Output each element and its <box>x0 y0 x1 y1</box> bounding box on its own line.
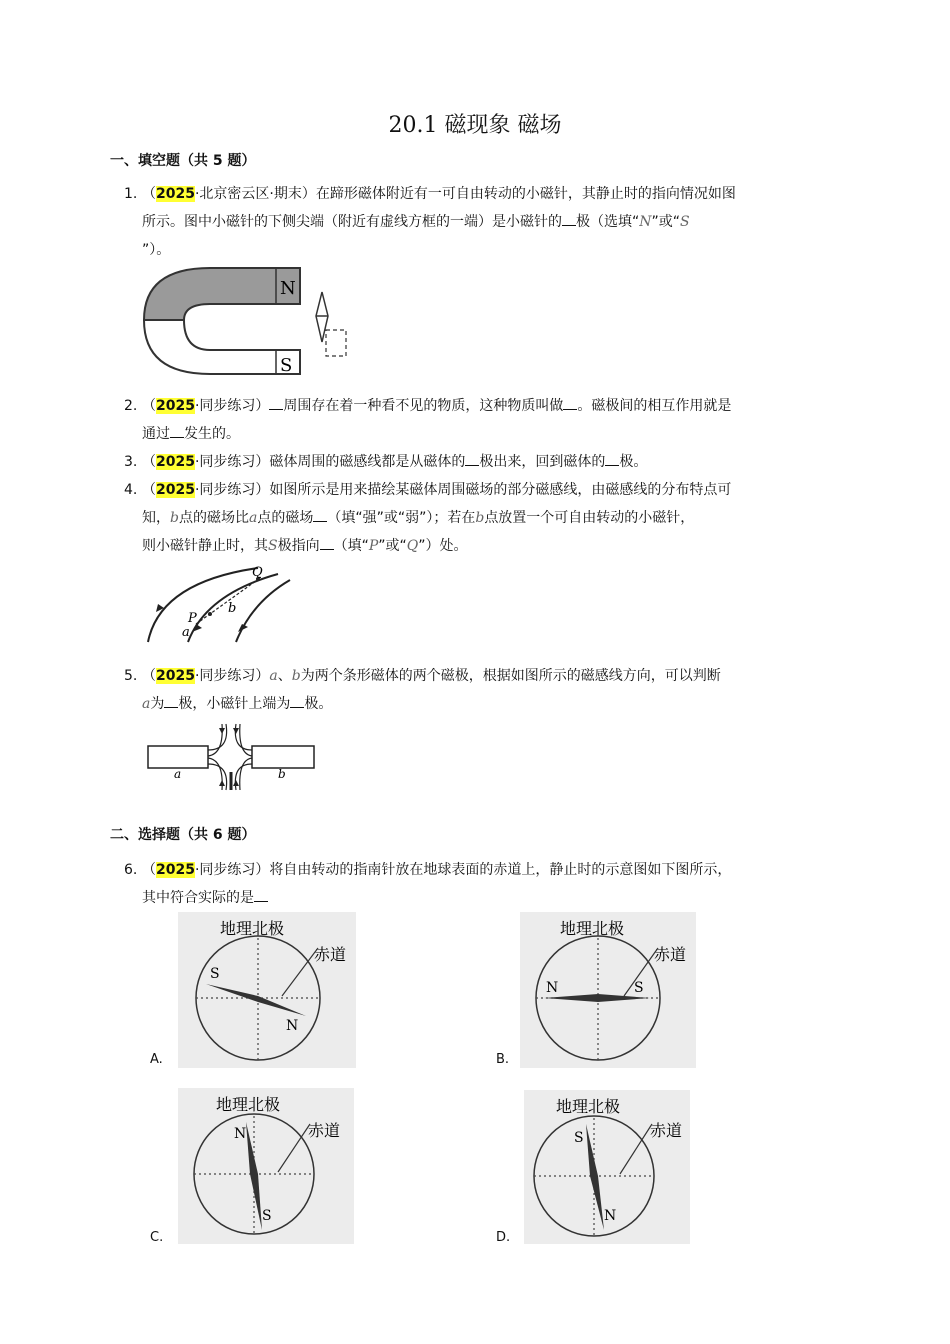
bar-b-label: b <box>278 767 286 781</box>
variable: a <box>142 696 151 712</box>
variable: b <box>291 668 301 684</box>
question-text: 其中符合实际的是 <box>142 890 254 906</box>
option-d-figure[interactable] <box>524 1090 690 1244</box>
pole-n-label: N <box>604 1208 617 1224</box>
geo-north-label: 地理北极 <box>216 1095 281 1114</box>
question-text: （填“ <box>333 538 369 554</box>
question-text: 点的磁场比 <box>178 510 249 526</box>
pole-s-label: S <box>210 966 220 982</box>
equator-label: 赤道 <box>654 945 687 964</box>
pole-s-label: S <box>262 1208 272 1224</box>
field-lines-figure <box>140 564 300 646</box>
option-a-label[interactable]: A. <box>150 1052 163 1067</box>
question-text: 极（选填“ <box>576 214 640 230</box>
point-a-label: a <box>182 625 190 640</box>
option-b-label[interactable]: B. <box>496 1052 510 1067</box>
equator-label: 赤道 <box>314 945 347 964</box>
pole-n-label: N <box>546 980 559 996</box>
question-text: ·同步练习）磁体周围的磁感线都是从磁体的 <box>194 454 466 470</box>
question-text: ·同步练习）如图所示是用来描绘某磁体周围磁场的部分磁感线，由磁感线的分布特点可 <box>194 482 732 498</box>
question-text: 知， <box>142 510 170 526</box>
variable: S <box>268 538 278 554</box>
question-text: ·同步练习）将自由转动的指南针放在地球表面的赤道上，静止时的示意图如下图所示， <box>194 862 732 878</box>
option-a-figure[interactable] <box>178 912 356 1068</box>
section-multiple-choice: 二、选择题（共 6 题） <box>110 827 256 843</box>
option-c-label[interactable]: C. <box>150 1230 164 1245</box>
geo-north-label: 地理北极 <box>220 919 285 938</box>
question-text: 。磁极间的相互作用就是 <box>577 398 732 414</box>
question-number: 5. <box>124 668 138 684</box>
arrow <box>238 624 248 632</box>
year-tag: 2025 <box>156 454 195 470</box>
variable: a <box>248 510 258 526</box>
answer-blank[interactable] <box>170 423 184 438</box>
point-b-label: b <box>228 601 237 616</box>
answer-blank[interactable] <box>254 887 268 902</box>
answer-blank[interactable] <box>562 211 576 226</box>
equator-label: 赤道 <box>308 1121 341 1140</box>
option-b-figure[interactable] <box>520 912 696 1068</box>
question-text: ”或“ <box>378 538 407 554</box>
question-number: 6. <box>124 862 138 878</box>
field-line <box>236 580 290 642</box>
answer-blank[interactable] <box>313 507 327 522</box>
variable: Q <box>406 538 419 554</box>
answer-blank[interactable] <box>563 395 577 410</box>
year-tag: 2025 <box>156 862 195 878</box>
point-q-label: Q <box>252 565 263 580</box>
bar-magnets-figure <box>146 722 316 792</box>
compass-needle <box>246 1122 262 1230</box>
magnet-s-label: S <box>280 355 293 376</box>
year-tag: 2025 <box>156 482 195 498</box>
bar-magnet-a <box>148 746 208 768</box>
question-text: 所示。图中小磁针的下侧尖端（附近有虚线方框的一端）是小磁针的 <box>142 214 562 230</box>
point-p-label: P <box>188 611 197 626</box>
question-text: 则小磁针静止时，其 <box>142 538 268 554</box>
answer-blank[interactable] <box>164 693 178 708</box>
question-4: 4. （2025·同步练习）如图所示是用来描绘某磁体周围磁场的部分磁感线，由磁感线的分布特点可 知，b点的磁场比a点的磁场 （填“强”或“弱”）；若在b点放置一个可自由转动的小磁针， 则小磁针静止时，其S极指向 （填“P”或“Q”）处。 <box>124 476 844 560</box>
question-text: 通过 <box>142 426 170 442</box>
page-title: 20.1 磁现象 磁场 <box>388 113 562 138</box>
pole-n-label: N <box>234 1126 247 1142</box>
option-c-figure[interactable] <box>178 1088 354 1244</box>
question-text: 发生的。 <box>184 426 240 442</box>
option-value: S <box>680 214 690 230</box>
section-fill-blank: 一、填空题（共 5 题） <box>110 153 256 169</box>
question-text: ·北京密云区·期末）在蹄形磁体附近有一可自由转动的小磁针，其静止时的指向情况如图 <box>194 186 736 202</box>
pole-s-label: S <box>574 1130 584 1146</box>
variable: b <box>170 510 179 526</box>
answer-blank[interactable] <box>269 395 283 410</box>
question-text: 极指向 <box>277 538 320 554</box>
bar-a-label: a <box>174 767 182 781</box>
geo-north-label: 地理北极 <box>556 1097 621 1116</box>
question-text: 极。 <box>619 454 648 470</box>
question-text: ·同步练习） <box>194 398 270 414</box>
magnet-n-label: N <box>280 278 296 299</box>
question-text: ”）处。 <box>418 538 468 554</box>
question-text: ”或“ <box>651 214 681 230</box>
year-tag: 2025 <box>156 398 195 414</box>
variable: P <box>368 538 379 554</box>
question-6: 6. （2025·同步练习）将自由转动的指南针放在地球表面的赤道上，静止时的示意图如下图所示， 其中符合实际的是 <box>124 856 844 912</box>
question-5: 5. （2025·同步练习）a、b为两个条形磁体的两个磁极，根据如图所示的磁感线方向，可以判断 a为 极，小磁针上端为 极。 <box>124 662 844 718</box>
question-text: 、 <box>277 668 292 684</box>
question-2: 2. （2025·同步练习） 周围存在着一种看不见的物质，这种物质叫做 。磁极间的相互作用就是 通过 发生的。 <box>124 392 844 448</box>
option-d-label[interactable]: D. <box>496 1230 511 1245</box>
question-1: 1. （2025·北京密云区·期末）在蹄形磁体附近有一可自由转动的小磁针，其静止时的指向情况如图 所示。图中小磁针的下侧尖端（附近有虚线方框的一端）是小磁针的 极（选填“N”或“S ”）。 <box>124 180 844 264</box>
question-text: 周围存在着一种看不见的物质，这种物质叫做 <box>283 398 564 414</box>
horseshoe-magnet-figure <box>140 262 355 382</box>
option-value: N <box>639 214 652 230</box>
question-number: 1. <box>124 186 138 202</box>
pole-s-label: S <box>634 980 644 996</box>
question-text: 为 <box>150 696 165 712</box>
year-tag: 2025 <box>156 186 195 202</box>
question-text: （填“强”或“弱”）；若在 <box>327 510 476 526</box>
question-number: 4. <box>124 482 138 498</box>
bar-magnet-b <box>252 746 314 768</box>
question-text: 为两个条形磁体的两个磁极，根据如图所示的磁感线方向，可以判断 <box>300 668 721 684</box>
pole-n-label: N <box>286 1018 299 1034</box>
question-text: 极。 <box>304 696 333 712</box>
question-text: ”）。 <box>142 242 171 258</box>
question-text: ·同步练习） <box>194 668 270 684</box>
variable: a <box>269 668 278 684</box>
question-number: 2. <box>124 398 138 414</box>
compass-needle <box>206 984 306 1016</box>
dashed-box <box>326 330 346 356</box>
answer-blank[interactable] <box>605 451 619 466</box>
answer-blank[interactable] <box>465 451 479 466</box>
answer-blank[interactable] <box>320 535 334 550</box>
equator-label: 赤道 <box>650 1121 683 1140</box>
variable: b <box>475 510 485 526</box>
question-text: 点放置一个可自由转动的小磁针， <box>484 510 695 526</box>
question-number: 3. <box>124 454 138 470</box>
question-3: 3. （2025·同步练习）磁体周围的磁感线都是从磁体的 极出来，回到磁体的 极。 <box>124 448 844 476</box>
question-text: 极，小磁针上端为 <box>178 696 291 712</box>
answer-blank[interactable] <box>290 693 304 708</box>
geo-north-label: 地理北极 <box>560 919 625 938</box>
question-text: 点的磁场 <box>257 510 314 526</box>
year-tag: 2025 <box>156 668 195 684</box>
compass-needle <box>586 1124 604 1230</box>
question-text: 极出来，回到磁体的 <box>479 454 606 470</box>
